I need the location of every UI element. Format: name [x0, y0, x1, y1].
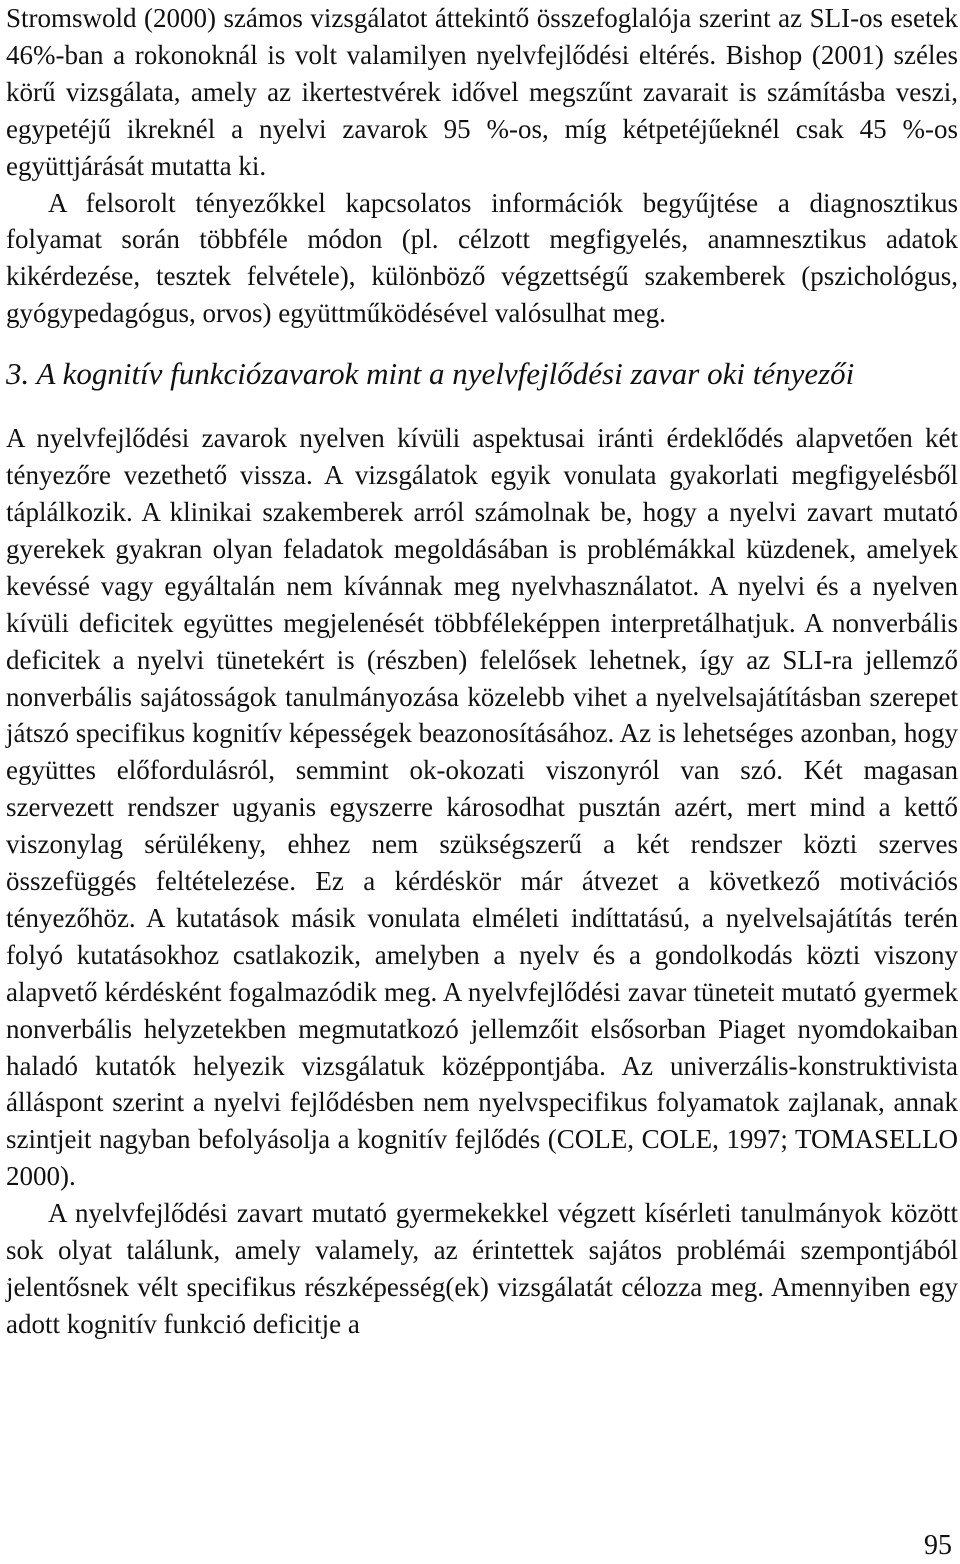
body-paragraph-2: A felsorolt tényezőkkel kapcsolatos információk begyűjtése a diagnosztikus folyamat során többféle módon (pl. célzott megfigyelés, anamnesztikus adatok kikérdezése, tesztek felvétele), különböző végzettségű szakemberek (pszichológus, gyógypedagógus, orvos) együttműködésével valósulhat meg. — [6, 187, 958, 329]
document-page — [6, 0, 958, 1343]
section-paragraph-1: A nyelvfejlődési zavarok nyelven kívüli aspektusai iránti érdeklődés alapvetően két tényezőre vezethető vissza. A vizsgálatok egyik vonulata gyakorlati megfigyelésből táplálkozik. A klinikai szakemberek arról számolnak be, hogy a nyelvi zavart mutató gyerekek gyakran olyan feladatok megoldásában is problémákkal küzdenek, amelyek kevéssé vagy egyáltalán nem kívánnak meg nyelvhasználatot. A nyelvi és a nyelven kívüli deficitek együttes megjelenését többféleképpen interpretálhatjuk. A nonverbális deficitek a nyelvi tünetekért is (részben) felelősek lehetnek, így az SLI-ra jellemző nonverbális sajátosságok tanulmányozása közelebb vihet a nyelvelsajátításban szerepet játszó specifikus kognitív képességek beazonosításához. Az is lehetséges azonban, hogy együttes előfordulásról, semmint ok-okozati viszonyról van szó. Két magasan szervezett rendszer ugyanis egyszerre károsodhat pusztán azért, mert mind a kettő viszonylag sérülékeny, ehhez nem szükségszerű a két rendszer közti szerves összefüggés feltételezése. Ez a kérdéskör már átvezet a következő motivációs tényezőhöz. A kutatások másik vonulata elméleti indíttatású, a nyelvelsajátítás terén folyó kutatásokhoz csatlakozik, amelyben a nyelv és a gondolkodás közti viszony alapvető kérdésként fogalmazódik meg. A nyelvfejlődési zavar tüneteit mutató gyermek nonverbális helyzetekben megmutatkozó jellemzőit elsősorban Piaget nyomdokaiban haladó kutatók helyezik vizsgálatuk középpontjába. Az univerzális-konstruktivista álláspont szerint a nyelvi fejlődésben nem nyelvspecifikus folyamatok zajlanak, annak szintjeit nagyban befolyásolja a kognitív fejlődés (COLE, COLE, 1997; TOMASELLO 2000). — [6, 423, 958, 1192]
body-paragraph-1: Stromswold (2000) számos vizsgálatot áttekintő összefoglalója szerint az SLI-os esetek 46%-ban a rokonoknál is volt valamilyen nyelvfejlődési eltérés. Bishop (2001) széles körű vizsgálata, amely az ikertestvérek idővel megszűnt zavarait is számításba veszi, egypetéjű ikreknél a nyelvi zavarok 95 %-os, míg kétpetéjűeknél csak 45 %-os együttjárását mutatta ki. — [6, 3, 958, 181]
section-heading: 3. A kognitív funkciózavarok mint a nyelvfejlődési zavar oki tényezői — [6, 356, 855, 392]
section-paragraph-2: A nyelvfejlődési zavart mutató gyermekekkel végzett kísérleti tanulmányok között sok olyat találunk, amely valamely, az érintettek sajátos problémái szempontjából jelentősnek vélt specifikus részképesség(ek) vizsgálatát célozza meg. Amennyiben egy adott kognitív funkció deficitje a — [6, 1198, 958, 1339]
page-number: 95 — [924, 1530, 952, 1561]
